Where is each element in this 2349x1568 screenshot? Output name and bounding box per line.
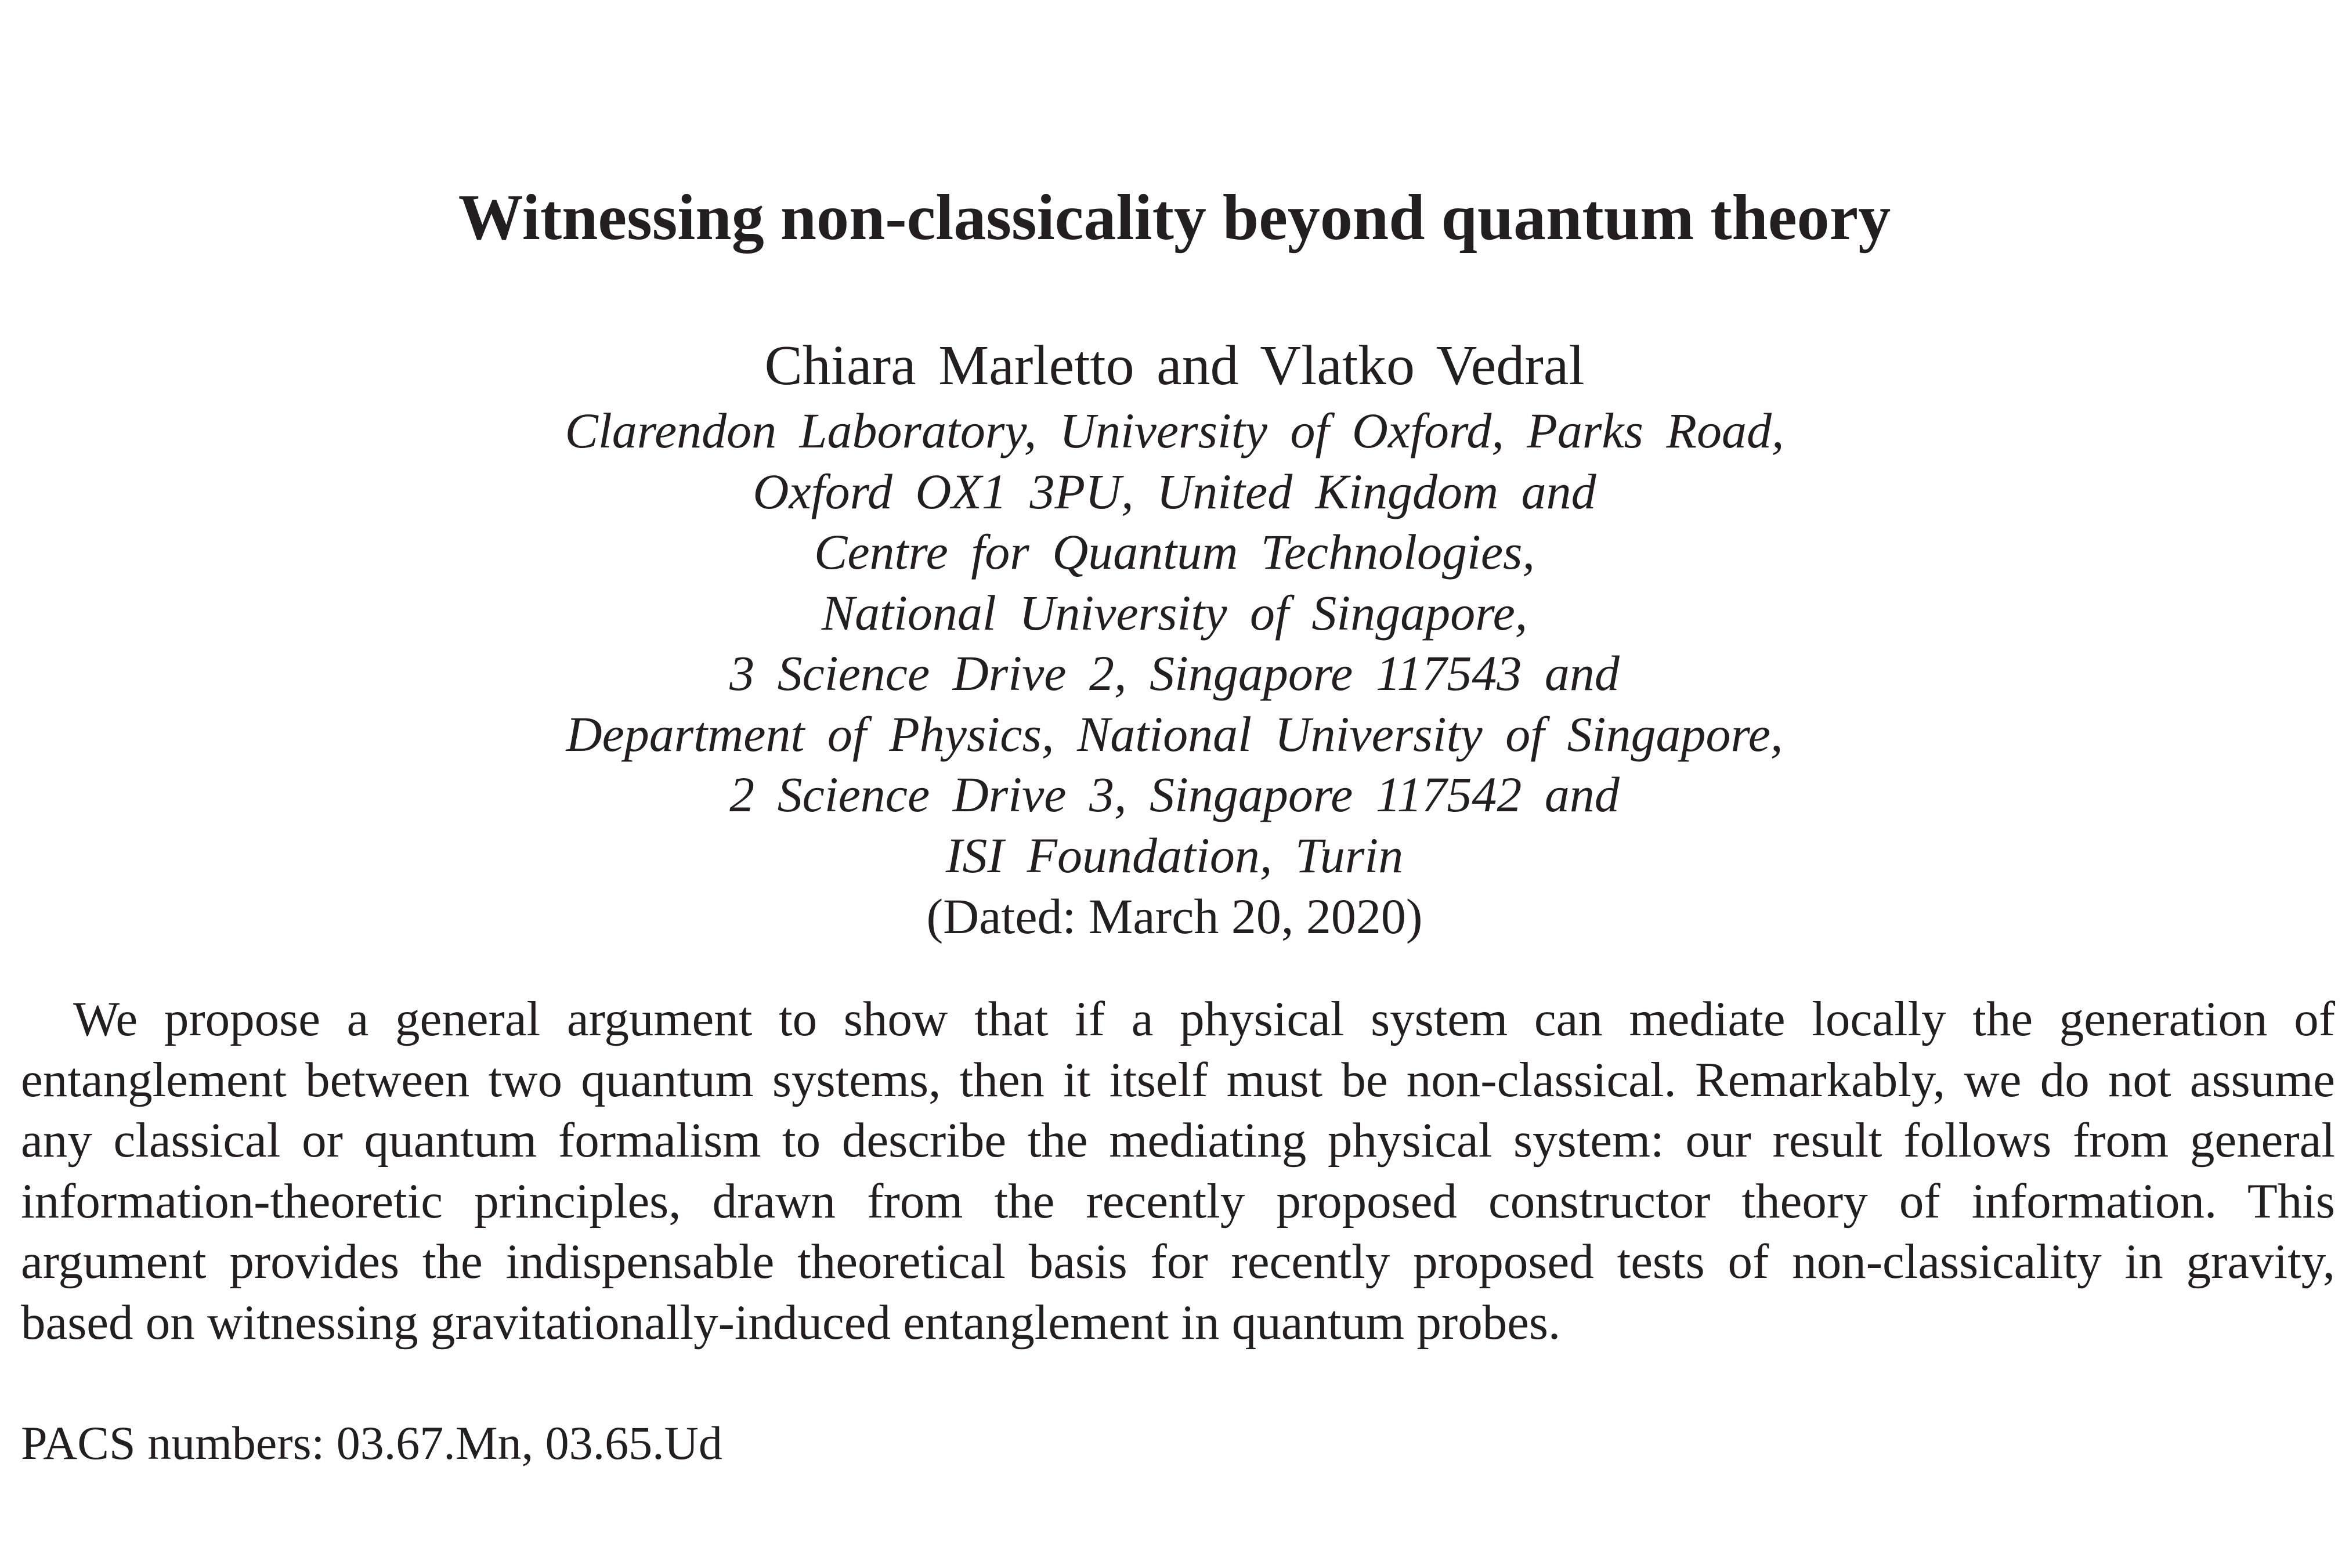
- affiliation-line: Clarendon Laboratory, University of Oxford, Parks Road,: [565, 403, 1784, 458]
- pacs-numbers: PACS numbers: 03.67.Mn, 03.65.Ud: [21, 1417, 722, 1469]
- affiliations-block: [0, 400, 2349, 886]
- affiliation-line: Department of Physics, National University of Singapore,: [566, 706, 1783, 762]
- abstract-line: We propose a general argument to show that if a physical system can mediate locally the generation of: [73, 992, 2335, 1046]
- affiliation-line: Oxford OX1 3PU, United Kingdom and: [753, 463, 1596, 519]
- abstract-line: based on witnessing gravitationally-induced entanglement in quantum probes.: [21, 1295, 1561, 1350]
- affiliation-line: 2 Science Drive 3, Singapore 117542 and: [729, 767, 1620, 822]
- abstract-line: entanglement between two quantum systems, then it itself must be non-classical. Remarkably, we do not assume: [21, 1052, 2335, 1107]
- abstract-line: information-theoretic principles, drawn from the recently proposed constructor theory of information. This: [21, 1173, 2335, 1229]
- affiliation-line: 3 Science Drive 2, Singapore 117543 and: [729, 645, 1620, 701]
- affiliation-line: National University of Singapore,: [821, 584, 1528, 641]
- dated-line: (Dated: March 20, 2020): [926, 888, 1423, 944]
- abstract-line: argument provides the indispensable theoretical basis for recently proposed tests of non-classicality in gravity,: [21, 1234, 2335, 1289]
- affiliation-line: Centre for Quantum Technologies,: [814, 524, 1535, 580]
- author-line: Chiara Marletto and Vlatko Vedral: [764, 334, 1585, 397]
- abstract-line: any classical or quantum formalism to describe the mediating physical system: our result follows from general: [21, 1113, 2335, 1168]
- affiliation-line: ISI Foundation, Turin: [945, 827, 1404, 883]
- abstract-block: [21, 989, 2335, 1353]
- paper-title: Witnessing non-classicality beyond quantum theory: [458, 182, 1891, 254]
